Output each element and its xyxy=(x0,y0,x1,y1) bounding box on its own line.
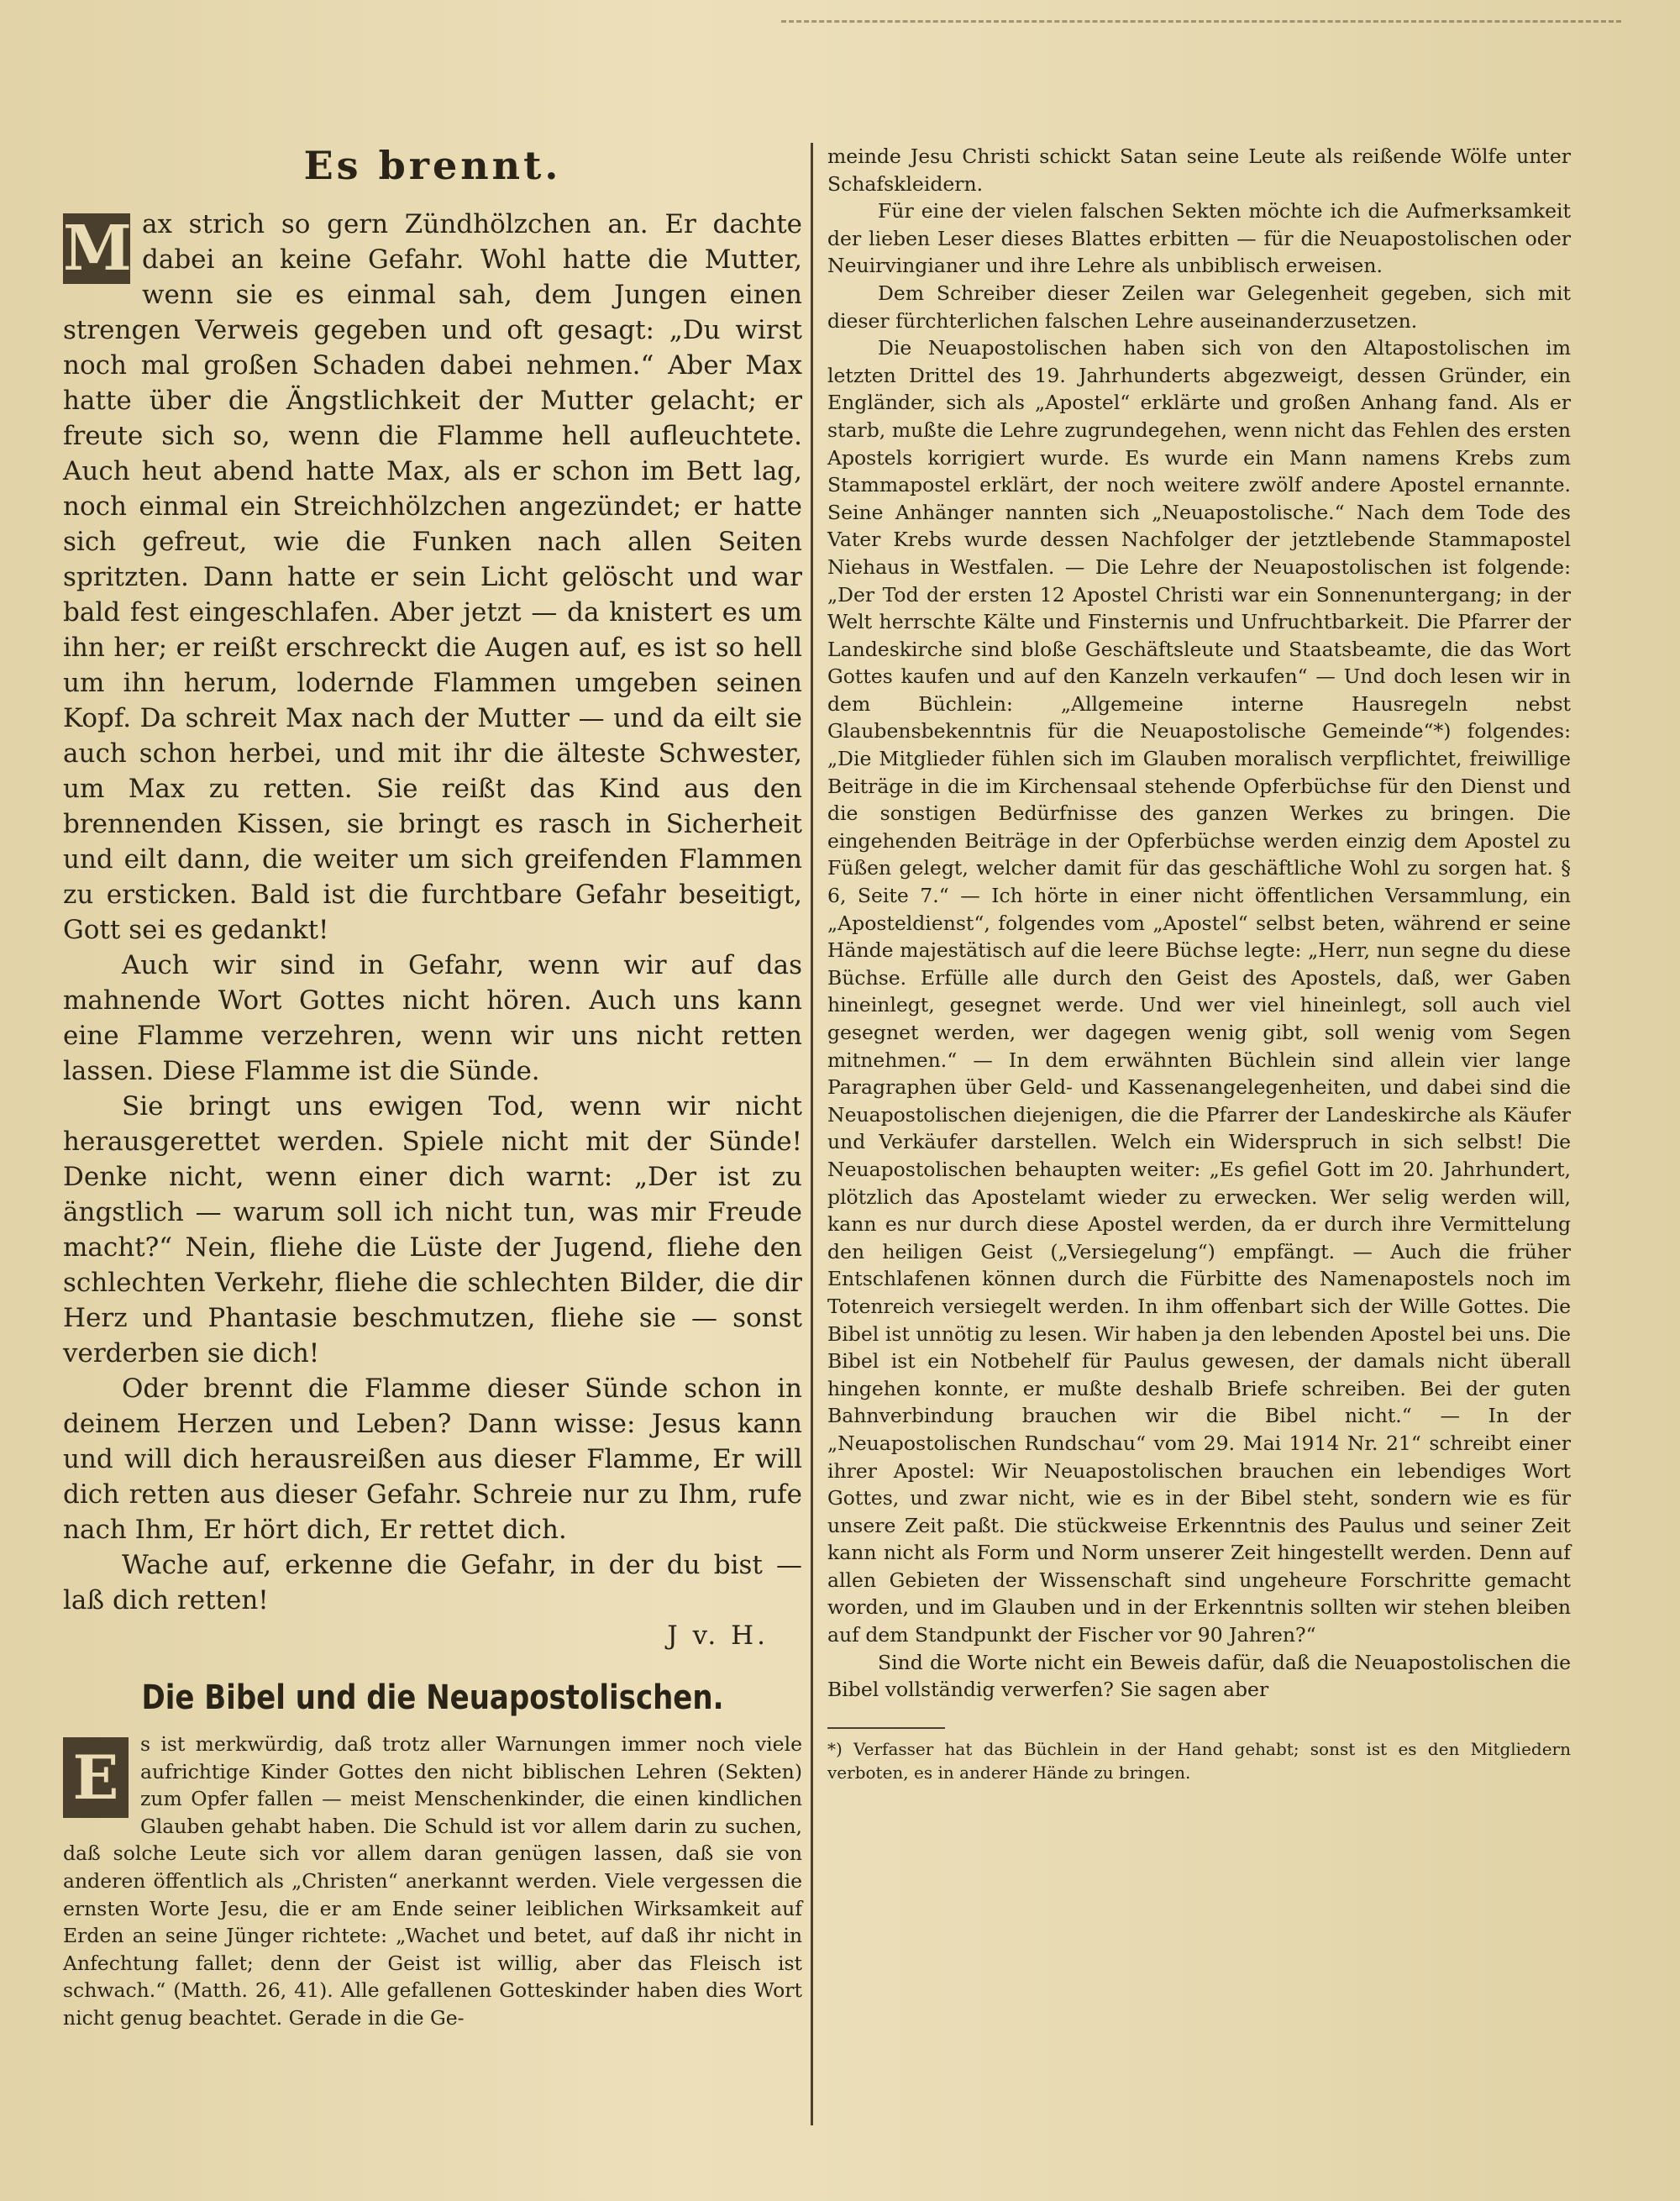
article1-title: Es brennt. xyxy=(303,143,562,188)
footnote: *) Verfasser hat das Büchlein in der Hand gehabt; sonst ist es den Mitgliedern verboten, es in anderer Hände zu bringen. xyxy=(827,1738,1571,1783)
article2-paragraph-1: E s ist merkwürdig, daß trotz aller Warnungen immer noch viele aufrichtige Kinder Gottes den nicht biblischen Lehren (Sekten) zum Opfer fallen — meist Menschenkinder, die einen kindlichen Glauben gehabt haben. Die Schuld ist vor allem darin zu suchen, daß solche Leute sich vor allem daran genügen lassen, daß sie von anderen öffentlich als „Christen“ anerkannt werden. Viele vergessen die ernsten Worte Jesu, die er am Ende seiner leiblichen Wirksamkeit auf Erden an seine Jünger richtete: „Wachet und betet, auf daß ihr nicht in Anfechtung fallet; denn der Geist ist willig, aber das Fleisch ist schwach.“ (Matth. 26, 41). Alle gefallenen Gotteskinder haben dies Wort nicht genug beachtet. Gerade in die Ge- xyxy=(63,1732,802,2030)
footnote-rule xyxy=(827,1727,945,1729)
left-column xyxy=(63,126,802,2032)
article1-paragraph-3: Sie bringt uns ewigen Tod, wenn wir nicht herausgerettet werden. Spiele nicht mit der Sünde! Denke nicht, wenn einer dich warnt: „Der ist zu ängstlich — warum soll ich nicht tun, was mir Freude macht?“ Nein, fliehe die Lüste der Jugend, fliehe den schlechten Verkehr, fliehe die schlechten Bilder, die dir Herz und Phantasie beschmutzen, fliehe sie — sonst verderben sie dich! xyxy=(63,1091,802,1368)
article2-paragraph-3: Dem Schreiber dieser Zeilen war Gelegenheit gegeben, sich mit dieser fürchterlichen falschen Lehre auseinanderzusetzen. xyxy=(827,281,1571,333)
article1-dropcap: M xyxy=(63,213,132,285)
article2-paragraph-4: Die Neuapostolischen haben sich von den Altapostolischen im letzten Drittel des 19. Jahrhunderts abgezweigt, dessen Gründer, ein Engländer, sich als „Apostel“ erklärte und großen Anhang fand. Als er starb, mußte die Lehre zugrundegehen, wenn nicht das Fehlen des ersten Apostels korrigiert wurde. Es wurde ein Mann namens Krebs zum Stammapostel erklärt, der noch weitere zwölf andere Apostel ernannte. Seine Anhänger nannten sich „Neuapostolische.“ Nach dem Tode des Vater Krebs wurde dessen Nachfolger der jetztlebende Stammapostel Niehaus in Westfalen. — Die Lehre der Neuapostolischen ist folgende: „Der Tod der ersten 12 Apostel Christi war ein Sonnenuntergang; in der Welt herrschte Kälte und Finsternis und Unfruchtbarkeit. Die Pfarrer der Landeskirche sind bloße Geschäftsleute und Staatsbeamte, die das Wort Gottes kaufen und auf den Kanzeln verkaufen“ — Und doch lesen wir in dem Büchlein: „Allgemeine interne Hausregeln nebst Glaubensbekenntnis für die Neuapostolische Gemeinde“*) folgendes: „Die Mitglieder fühlen sich im Glauben moralisch verpflichtet, freiwillige Beiträge in die im Kirchensaal stehende Opferbüchse für den Dienst und die sonstigen Bedürfnisse des ganzen Werkes zu bringen. Die eingehenden Beiträge in der Opferbüchse werden einzig dem Apostel zu Füßen gelegt, welcher damit für das geschäftliche Wohl zu sorgen hat. § 6, Seite 7.“ — Ich hörte in einer nicht öffentlichen Versammlung, ein „Aposteldienst“, folgendes vom „Apostel“ selbst beten, während er seine Hände majestätisch auf die leere Büchse legte: „Herr, nun segne du diese Büchse. Erfülle alle durch den Geist des Apostels, daß, wer Gaben hineinlegt, gesegnet werde. Und wer viel hineinlegt, soll auch viel gesegnet werden, wer dagegen wenig gibt, soll wenig vom Segen mitnehmen.“ — In dem erwähnten Büchlein sind allein vier lange Paragraphen über Geld- und Kassenangelegenheiten, und dabei sind die Neuapostolischen diejenigen, die die Pfarrer der Landeskirche als Käufer und Verkäufer darstellen. Welch ein Widerspruch in sich selbst! Die Neuapostolischen behaupten weiter: „Es gefiel Gott im 20. Jahrhundert, plötzlich das Apostelamt wieder zu erwecken. Wer selig werden will, kann es nur durch diese Apostel werden, da er durch ihre Vermittelung den heiligen Geist („Versiegelung“) empfängt. — Auch die früher Entschlafenen können durch die Fürbitte des Namenapostels noch im Totenreich versiegelt werden. In ihm offenbart sich der Wille Gottes. Die Bibel ist unnötig zu lesen. Wir haben ja den lebenden Apostel bei uns. Die Bibel ist ein Notbehelf für Paulus gewesen, der damals nicht überall hingehen konnte, er mußte deshalb Briefe schreiben. Bei der guten Bahnverbindung brauchen wir die Bibel nicht.“ — In der „Neuapostolischen Rundschau“ vom 29. Mai 1914 Nr. 21“ schreibt einer ihrer Apostel: Wir Neuapostolischen brauchen ein lebendiges Wort Gottes, und zwar nicht, wie es in der Bibel steht, sondern wie es für unsere Zeit paßt. Die stückweise Erkenntnis des Paulus und seiner Zeit kann nicht als Form und Norm unserer Zeit hingestellt werden. Denn auf allen Gebieten der Wissenschaft sind ungeheure Forschritte gemacht worden, und im Glauben und in der Erkenntnis sollten wir stehen bleiben auf dem Standpunkt der Fischer vor 90 Jahren?“ xyxy=(827,336,1571,1647)
article2-title: Die Bibel und die Neuapostolischen. xyxy=(141,1678,724,1717)
article2-dropcap: E xyxy=(63,1737,129,1818)
article2-paragraph-2: Für eine der vielen falschen Sekten möchte ich die Aufmerksamkeit der lieben Leser dieses Blattes erbitten — für die Neuapostolischen oder Neuirvingianer und ihre Lehre als unbiblisch erweisen. xyxy=(827,199,1571,278)
article2-paragraph-5: Sind die Worte nicht ein Beweis dafür, daß die Neuapostolischen die Bibel vollständig verwerfen? Sie sagen aber xyxy=(827,1650,1571,1702)
article1-paragraph-1: M ax strich so gern Zündhölzchen an. Er dachte dabei an keine Gefahr. Wohl hatte die Mutter, wenn sie es einmal sah, dem Jungen einen strengen Verweis gegeben und oft gesagt: „Du wirst noch mal großen Schaden dabei nehmen.“ Aber Max hatte über die Ängstlichkeit der Mutter gelacht; er freute sich so, wenn die Flamme hell aufleuchtete. Auch heut abend hatte Max, als er schon im Bett lag, noch einmal ein Streichhölzchen angezündet; er hatte sich gefreut, wie die Funken nach allen Seiten spritzten. Dann hatte er sein Licht gelöscht und war bald fest eingeschlafen. Aber jetzt — da knistert es um ihn her; er reißt erschreckt die Augen auf, es ist so hell um ihn herum, lodernde Flammen umgeben seinen Kopf. Da schreit Max nach der Mutter — und da eilt sie auch schon herbei, und mit ihr die älteste Schwester, um Max zu retten. Sie reißt das Kind aus den brennenden Kissen, sie bringt es rasch in Sicherheit und eilt dann, die weiter um sich greifenden Flammen zu ersticken. Bald ist die furchtbare Gefahr beseitigt, Gott sei es gedankt! xyxy=(63,209,802,945)
article1-paragraph-2: Auch wir sind in Gefahr, wenn wir auf das mahnende Wort Gottes nicht hören. Auch uns kann eine Flamme verzehren, wenn wir uns nicht retten lassen. Diese Flamme ist die Sünde. xyxy=(63,950,802,1086)
column-divider xyxy=(811,143,813,2125)
page-top-border xyxy=(781,20,1621,31)
article1-paragraph-4: Oder brennt die Flamme dieser Sünde schon in deinem Herzen und Leben? Dann wisse: Jesus kann und will dich herausreißen aus dieser Flamme, Er will dich retten aus dieser Gefahr. Schreie nur zu Ihm, rufe nach Ihm, Er hört dich, Er rettet dich. xyxy=(63,1374,802,1545)
article1-closing: Wache auf, erkenne die Gefahr, in der du bist — laß dich retten! xyxy=(63,1550,802,1615)
article2-continuation: meinde Jesu Christi schickt Satan seine Leute als reißende Wölfe unter Schafskleidern. xyxy=(827,144,1571,196)
right-column xyxy=(827,143,1571,1784)
article1-signature-row xyxy=(63,1618,802,1653)
article1-signature: J v. H. xyxy=(667,1621,769,1651)
